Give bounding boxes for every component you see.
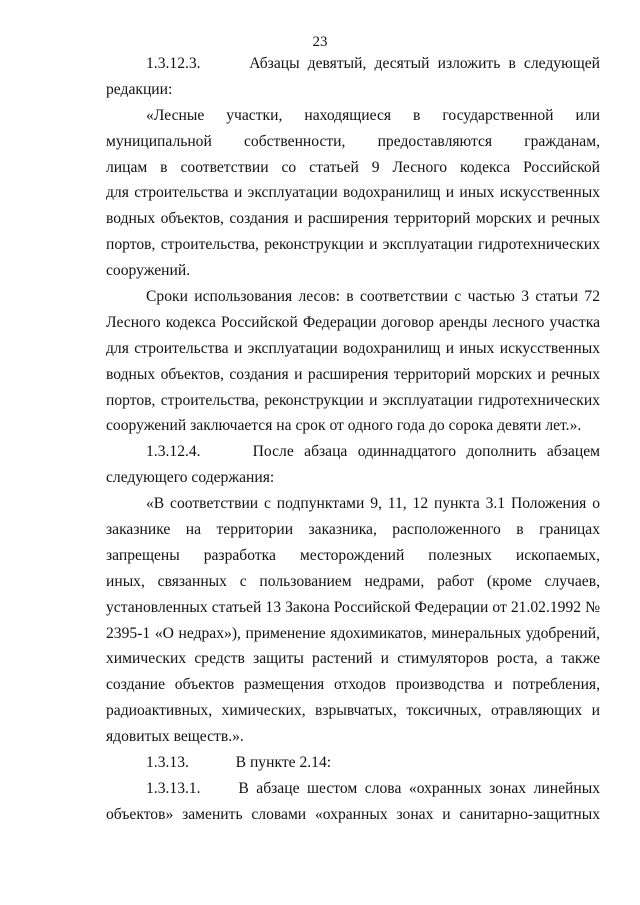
text-line: следующего содержания: — [106, 469, 275, 487]
text-line: объектов» заменить словами «охранных зонах и санитарно-защитных — [106, 805, 600, 823]
text-line: 1.3.12.4. После абзаца одиннадцатого дополнить абзацем — [146, 443, 600, 461]
text-line: запрещены разработка месторождений полезных ископаемых, — [106, 546, 600, 564]
text-line: сооружений. — [106, 262, 191, 280]
text-line: 1.3.13.1. В абзаце шестом слова «охранных зонах линейных — [146, 779, 600, 797]
text-line: Лесного кодекса Российской Федерации договор аренды лесного участка — [106, 313, 600, 331]
text-line: 1.3.12.3. Абзацы девятый, десятый изложить в следующей — [146, 55, 600, 72]
text-line: радиоактивных, химических, взрывчатых, токсичных, отравляющих и — [106, 702, 600, 720]
text-line: для строительства и эксплуатации водохранилищ и иных искусственных — [106, 184, 600, 202]
document-body — [106, 51, 600, 828]
text-line: «В соответствии с подпунктами 9, 11, 12 пункта 3.1 Положения о — [146, 495, 600, 513]
text-line: Сроки использования лесов: в соответствии с частью 3 статьи 72 — [146, 288, 600, 306]
text-line: водных объектов, создания и расширения территорий морских и речных — [106, 365, 600, 383]
text-line: установленных статьей 13 Закона Российской Федерации от 21.02.1992 № — [106, 598, 600, 616]
text-line: водных объектов, создания и расширения территорий морских и речных — [106, 210, 600, 228]
text-line: 1.3.13. В пункте 2.14: — [146, 754, 332, 772]
text-line: заказнике на территории заказника, расположенного в границах — [106, 521, 600, 539]
text-line: сооружений заключается на срок от одного года до сорока девяти лет.». — [106, 417, 582, 435]
text-line: химических средств защиты растений и стимуляторов роста, а также — [106, 650, 600, 668]
text-line: редакции: — [106, 80, 173, 98]
text-line: создание объектов размещения отходов производства и потребления, — [106, 676, 600, 694]
text-line: портов, строительства, реконструкции и эксплуатации гидротехнических — [106, 391, 600, 409]
page-number: 23 — [312, 34, 328, 50]
text-line: иных, связанных с пользованием недрами, работ (кроме случаев, — [106, 572, 600, 590]
text-line: 2395-1 «О недрах»), применение ядохимикатов, минеральных удобрений, — [106, 624, 600, 642]
text-line: «Лесные участки, находящиеся в государственной или — [146, 106, 600, 124]
text-line: муниципальной собственности, предоставляются гражданам, — [106, 132, 600, 150]
text-line: лицам в соответствии со статьей 9 Лесного кодекса Российской — [106, 158, 600, 176]
text-line: портов, строительства, реконструкции и эксплуатации гидротехнических — [106, 236, 600, 254]
text-line: ядовитых веществ.». — [106, 728, 244, 746]
text-line: для строительства и эксплуатации водохранилищ и иных искусственных — [106, 339, 600, 357]
